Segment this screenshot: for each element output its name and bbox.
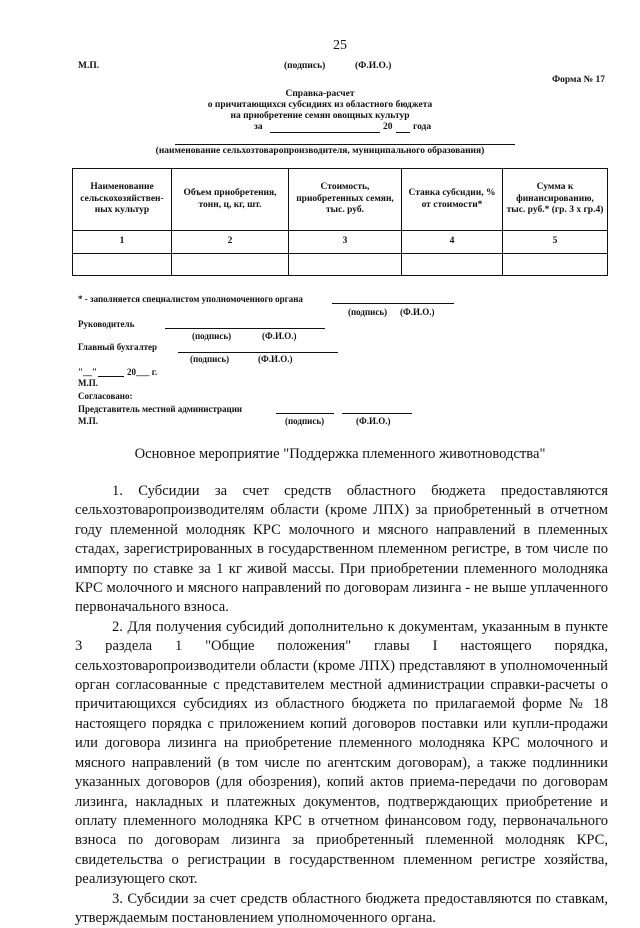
admin-rep-label: Представитель местной администрации [78,404,243,414]
footnote-signature-caption: (подпись) [348,307,388,317]
org-caption: (наименование сельхозтоваропроизводителя, муниципального образования) [155,146,485,156]
footnote-fio-caption: (Ф.И.О.) [400,307,435,317]
paragraph-3: 3. Субсидии за счет средств областного бюджета предоставляются по ставкам, утверждаемым постановлением уполномоченного органа. [75,890,608,926]
period-god: года [413,122,432,132]
section-heading: Основное мероприятие "Поддержка племенного животноводства" [134,446,546,462]
column-number: 3 [289,231,402,254]
form-number: Форма № 17 [552,75,606,85]
page-number: 25 [333,38,347,53]
org-blank-line [175,144,515,145]
accountant-signature-caption: (подпись) [190,354,230,364]
body-text [75,482,608,928]
table-cell-empty [172,254,289,276]
header-crop-name: Наименование сельскохозяйствен-ных культур [73,169,172,231]
period-blank-line [270,132,380,133]
year-blank-line [396,132,410,133]
table-cell-empty [503,254,608,276]
date-year: 20___ г. [127,367,158,377]
table-cell-empty [289,254,402,276]
admin-signature-caption: (подпись) [285,416,325,426]
head-label: Руководитель [78,319,135,329]
footnote-sign-line [332,303,454,304]
mp-stamp-label-3: М.П. [78,416,98,426]
form-title: Справка-расчет [285,89,355,99]
agreed-label: Согласовано: [78,391,133,401]
header-volume: Объем приобретения, тонн, ц, кг, шт. [172,169,289,231]
column-number: 4 [402,231,503,254]
accountant-fio-caption: (Ф.И.О.) [258,354,293,364]
head-fio-caption: (Ф.И.О.) [262,331,297,341]
date-month-line [98,376,124,377]
column-number: 2 [172,231,289,254]
signature-caption: (подпись) [284,61,326,71]
period-za: за [254,122,263,132]
form-subtitle: о причитающихся субсидиях из областного бюджета [207,100,433,110]
head-signature-caption: (подпись) [192,331,232,341]
period-year: 20 [383,122,393,132]
header-cost: Стоимость, приобретенных семян, тыс. руб. [289,169,402,231]
table-cell-empty [73,254,172,276]
footnote: * - заполняется специалистом уполномоченного органа [78,294,303,304]
header-rate: Ставка субсидии, % от стоимости* [402,169,503,231]
admin-fio-caption: (Ф.И.О.) [356,416,391,426]
paragraph-1: 1. Субсидии за счет средств областного бюджета предоставляются сельхозтоваропроизводителям области (кроме ЛПХ) за приобретенный в отчетном году племенной молодняк КРС молочного и мясного направлений в племенных стадах, зарегистрированных в государственном племенном регистре, в том числе по импорту по ставке за 1 кг живой массы. При приобретении племенного молодняка КРС молочного и мясного направлений по договорам лизинга - не выше уплаченного первоначального взноса. [75,483,608,616]
form-subtitle-2: на приобретение семян овощных культур [230,111,410,121]
column-number: 1 [73,231,172,254]
paragraph-2: 2. Для получения субсидий дополнительно к документам, указанным в пункте 3 раздела 1 "Общие положения" главы I настоящего порядка, сельхозтоваропроизводители области (кроме ЛПХ) представляют в уполномоченный орган согласованные с представителем местной администрации справки-расчеты о причитающихся субсидиях из областного бюджета по прилагаемой форме № 18 настоящего порядка с приложением копий договоров поставки или купли-продажи или договора лизинга на приобретение племенного молодняка КРС молочного и мясного направлений (в том числе по агентским договорам), а также подлинники указанных договоров (для обозрения), копий актов приема-передачи по договорам лизинга, накладных и платежных документов, подтверждающих приобретение и оплату племенного молодняка КРС в отчетном финансовом году, первоначального взноса по договорам лизинга за приобретенный племенной молодняк КРС, свидетельства о регистрации в государственном племенном регистре хозяйства, реализующего скот. [75,618,608,888]
admin-fio-line [342,413,412,414]
mp-stamp-label-2: М.П. [78,378,98,388]
date-day: "__" [78,367,97,377]
mp-stamp-label: М.П. [78,61,100,71]
head-sign-line [165,328,325,329]
chief-accountant-label: Главный бухгалтер [78,342,158,352]
admin-sign-line [276,413,334,414]
table-cell-empty [402,254,503,276]
fio-caption: (Ф.И.О.) [355,61,392,71]
accountant-sign-line [178,352,338,353]
header-sum: Сумма к финансированию, тыс. руб.* (гр. 3 х гр.4) [503,169,608,231]
calculation-table [72,168,608,276]
column-number: 5 [503,231,608,254]
